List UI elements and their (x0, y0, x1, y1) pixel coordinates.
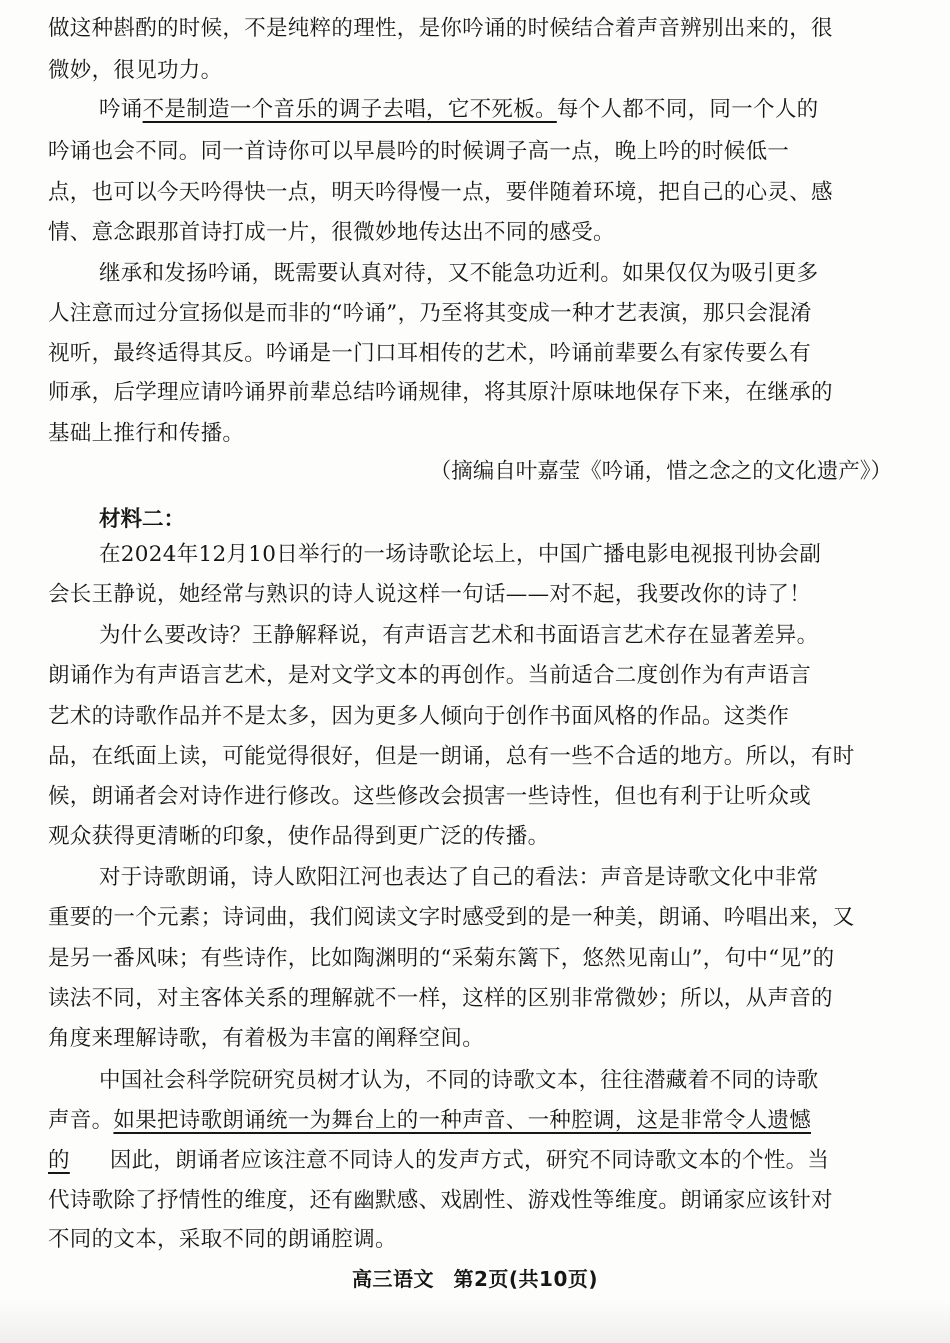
text-line: 中国社会科学院研究员树才认为，不同的诗歌文本，往往潜藏着不同的诗歌 (99, 1068, 819, 1093)
text-line: 读法不同，对主客体关系的理解就不一样，这样的区别非常微妙；所以，从声音的 (48, 986, 833, 1011)
text-line: 做这种斟酌的时候，不是纯粹的理性，是你吟诵的时候结合着声音辨别出来的，很 (48, 16, 833, 41)
text-line: 继承和发扬吟诵，既需要认真对待，又不能急功近利。如果仅仅为吸引更多 (99, 261, 819, 286)
text-line (48, 1106, 893, 1136)
text-line: 观众获得更清晰的印象，使作品得到更广泛的传播。 (48, 824, 550, 849)
text-line: 艺术的诗歌作品并不是太多，因为更多人倾向于创作书面风格的作品。这类作 (48, 704, 790, 729)
page-footer (0, 1264, 950, 1294)
text-line: 是另一番风味；有些诗作，比如陶渊明的“采菊东篱下，悠然见南山”，句中“见”的 (48, 946, 835, 971)
underlined-sentence: 如果把诗歌朗诵统一为舞台上的一种声音、一种腔调，这是非常令人遗憾 (113, 1108, 812, 1133)
text-line: 师承，后学理应请吟诵界前辈总结吟诵规律，将其原汁原味地保存下来，在继承的 (48, 380, 833, 405)
text-line: 微妙，很见功力。 (48, 58, 223, 83)
text-line: 候，朗诵者会对诗作进行修改。这些修改会损害一些诗性，但也有利于让听众或 (48, 784, 812, 809)
text-line (99, 95, 893, 125)
text-line: 情、意念跟那首诗打成一片，很微妙地传达出不同的感受。 (48, 220, 615, 245)
underlined-sentence: 不是制造一个音乐的调子去唱，它不死板。 (142, 97, 557, 122)
text-line: 点，也可以今天吟得快一点，明天吟得慢一点，要伴随着环境，把自己的心灵、感 (48, 180, 833, 205)
text-line: 为什么要改诗？王静解释说，有声语言艺术和书面语言艺术存在显著差异。 (99, 623, 819, 648)
text-line: 视听，最终适得其反。吟诵是一门口耳相传的艺术，吟诵前辈要么有家传要么有 (48, 341, 812, 366)
text-line: 代诗歌除了抒情性的维度，还有幽默感、戏剧性、游戏性等维度。朗诵家应该针对 (48, 1188, 833, 1213)
text-fragment: 因此，朗诵者应该注意不同诗人的发声方式，研究不同诗歌文本的个性。当 (109, 1148, 830, 1173)
text-line: 对于诗歌朗诵，诗人欧阳江河也表达了自己的看法：声音是诗歌文化中非常 (99, 865, 819, 890)
footer-subject: 高三语文 (352, 1267, 434, 1291)
text-line: 品，在纸面上读，可能觉得很好，但是一朗诵，总有一些不合适的地方。所以，有时 (48, 744, 855, 769)
text-line: 吟诵也会不同。同一首诗你可以早晨吟的时候调子高一点，晚上吟的时候低一 (48, 139, 790, 164)
text-line: 在2024年12月10日举行的一场诗歌论坛上，中国广播电影电视报刊协会副 (99, 542, 822, 567)
text-line: 角度来理解诗歌，有着极为丰富的阐释空间。 (48, 1026, 485, 1051)
text-fragment: 每个人都不同，同一个人的 (556, 97, 819, 122)
text-line: 不同的文本，采取不同的朗诵腔调。 (48, 1227, 397, 1252)
answer-blank (70, 1146, 110, 1176)
text-line: 人注意而过分宣扬似是而非的“吟诵”，乃至将其变成一种才艺表演，那只会混淆 (48, 301, 812, 326)
text-line: 会长王静说，她经常与熟识的诗人说这样一句话——对不起，我要改你的诗了！ (48, 582, 812, 607)
source-citation: （摘编自叶嘉莹《吟诵，惜之念之的文化遗产》） (429, 459, 892, 484)
text-line (48, 1146, 893, 1176)
text-line: 重要的一个元素；诗词曲，我们阅读文字时感受到的是一种美，朗诵、吟唱出来，又 (48, 905, 855, 930)
text-fragment: 吟诵 (99, 97, 143, 122)
underlined-sentence-end: 的 (48, 1148, 70, 1173)
scan-shadow (0, 1301, 950, 1343)
text-line: 基础上推行和传播。 (48, 421, 245, 446)
footer-page-number: 第2页(共10页) (453, 1267, 598, 1291)
text-fragment: 声音。 (48, 1108, 114, 1133)
text-line: 朗诵作为有声语言艺术，是对文学文本的再创作。当前适合二度创作为有声语言 (48, 663, 812, 688)
section-heading: 材料二： (99, 507, 186, 532)
